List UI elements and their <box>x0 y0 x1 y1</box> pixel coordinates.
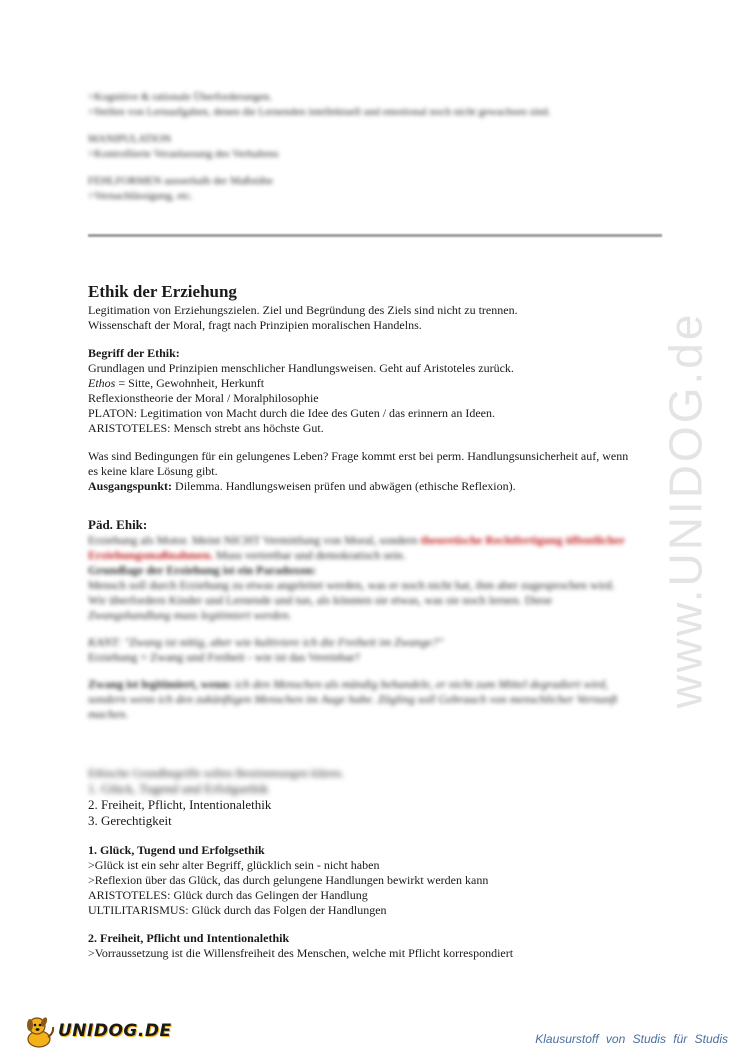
blurred-line: FEHLFORMEN ausserhalb der Maßstäbe <box>88 175 273 187</box>
paragraph-line: >Glück ist ein sehr alter Begriff, glücklich sein - nicht haben <box>88 858 380 872</box>
blurred-line: machen. <box>88 707 129 721</box>
list-item: 3. Gerechtigkeit <box>88 813 172 828</box>
blurred-line <box>88 677 668 692</box>
paragraph-line: ULTILITARISMUS: Glück durch das Folgen der Handlungen <box>88 903 387 917</box>
list-item: 1. Glück, Tugend und Erfolgsethik <box>88 781 269 796</box>
ausgangspunkt-text: Dilemma. Handlungsweisen prüfen und abwägen (ethische Reflexion). <box>172 479 516 493</box>
paragraph-line: es keine klare Lösung gibt. <box>88 464 218 478</box>
blurred-line: KANT: "Zwang ist nötig, aber wie kultiviere ich die Freiheit im Zwange?" <box>88 635 444 649</box>
blurred-line: Erziehung = Zwang und Freiheit - wie ist das Vereinbar? <box>88 650 361 664</box>
ausgangspunkt-label: Ausgangspunkt: <box>88 479 173 493</box>
paragraph-line: ARISTOTELES: Mensch strebt ans höchste Gut. <box>88 421 324 435</box>
blurred-line: Ethische Grundbegriffe sollen Bestimmungen klären. <box>88 766 345 780</box>
blurred-line: >Vernachlässigung, etc. <box>88 190 193 202</box>
section-title: Päd. Ehik: <box>88 517 148 532</box>
paragraph-line: Reflexionstheorie der Moral / Moralphilosophie <box>88 391 319 405</box>
ethik-section <box>88 282 668 494</box>
paragraph-line: >Vorraussetzung ist die Willensfreiheit des Menschen, welche mit Pflicht korrespondiert <box>88 946 514 960</box>
ethos-definition: = Sitte, Gewohnheit, Herkunft <box>115 376 265 390</box>
blurred-line: sondern wenn ich den zukünftigen Menschen im Auge habe. Zögling soll Gebrauch von menschlicher Vernunft <box>88 692 618 706</box>
paragraph-line: Was sind Bedingungen für ein gelungenes Leben? Frage kommt erst bei perm. Handlungsunsicherheit auf, wenn <box>88 449 629 463</box>
grundbegriffe-list <box>88 766 668 829</box>
blurred-text: ich den Menschen als mündig behandele, er nicht zum Mittel degradiert wird, <box>231 677 609 691</box>
dog-mascot-icon <box>22 1013 56 1049</box>
blurred-line: Wir überfordern Kinder und Lernende und tun, als könnten sie etwas, was sie noch lernen. Diese <box>88 593 553 607</box>
paragraph-line: Wissenschaft der Moral, fragt nach Prinzipien moralischen Handelns. <box>88 318 422 332</box>
blurred-line: >Stellen von Lernaufgaben, denen die Lernenden intellektuell und emotional noch nicht gewachsen sind. <box>88 106 551 118</box>
blurred-text: Zwang ist legitimiert, wenn: <box>88 677 232 691</box>
list-item: 2. Freiheit, Pflicht, Intentionalethik <box>88 797 272 812</box>
watermark-text: www.UNIDOG.de <box>659 311 712 709</box>
blurred-line: >Kontrollierte Veranlassung des Verhaltens <box>88 148 279 160</box>
blurred-text: Muss vertretbar und demokratisch sein. <box>213 548 406 562</box>
blurred-line: Grundlage der Erziehung ist ein Paradoxon: <box>88 563 317 577</box>
blurred-text: Erziehung als Motor. Meint NICHT Vermittlung von Moral, sondern <box>88 533 421 547</box>
ethos-term: Ethos <box>88 376 116 390</box>
blurred-highlight: Erziehungsmaßnahmen. <box>88 548 214 562</box>
section-title: Ethik der Erziehung <box>88 282 237 301</box>
unidog-logo[interactable] <box>22 1012 172 1050</box>
footer-slogan: Klausurstoff von Studis für Studis <box>535 1032 728 1046</box>
blurred-line: MANIPULATION <box>88 133 172 145</box>
subheading: 1. Glück, Tugend und Erfolgsethik <box>88 843 265 857</box>
paragraph-line: Legitimation von Erziehungszielen. Ziel und Begründung des Ziels sind nicht zu trennen. <box>88 303 518 317</box>
blurred-line: >Kognitive & rationale Überforderungen. <box>88 91 272 103</box>
section-divider <box>88 234 662 237</box>
glueck-section <box>88 843 668 961</box>
paragraph-line <box>88 479 668 494</box>
blurred-highlight: theoretische Rechtfertigung öffentlicher <box>420 533 625 547</box>
subheading: 2. Freiheit, Pflicht und Intentionalethik <box>88 931 290 945</box>
blurred-top-section <box>88 90 668 204</box>
subheading: Begriff der Ethik: <box>88 346 180 360</box>
paragraph-line: ARISTOTELES: Glück durch das Gelingen der Handlung <box>88 888 368 902</box>
paragraph-line <box>88 376 668 391</box>
blurred-line <box>88 533 668 548</box>
blurred-line <box>88 548 668 563</box>
logo-wordmark: UNIDOG.DE <box>58 1021 172 1041</box>
blurred-line: Zwangshandlung muss legitimiert werden. <box>88 608 292 622</box>
paragraph-line: PLATON: Legitimation von Macht durch die Idee des Guten / das erinnern an Ideen. <box>88 406 495 420</box>
blurred-line: Mensch soll durch Erziehung zu etwas angeleitet werden, was er noch nicht hat, ihm aber zugesprochen wird. <box>88 578 615 592</box>
paed-ethik-section <box>88 516 668 722</box>
paragraph-line: >Reflexion über das Glück, das durch gelungene Handlungen bewirkt werden kann <box>88 873 489 887</box>
paragraph-line: Grundlagen und Prinzipien menschlicher Handlungsweisen. Geht auf Aristoteles zurück. <box>88 361 514 375</box>
